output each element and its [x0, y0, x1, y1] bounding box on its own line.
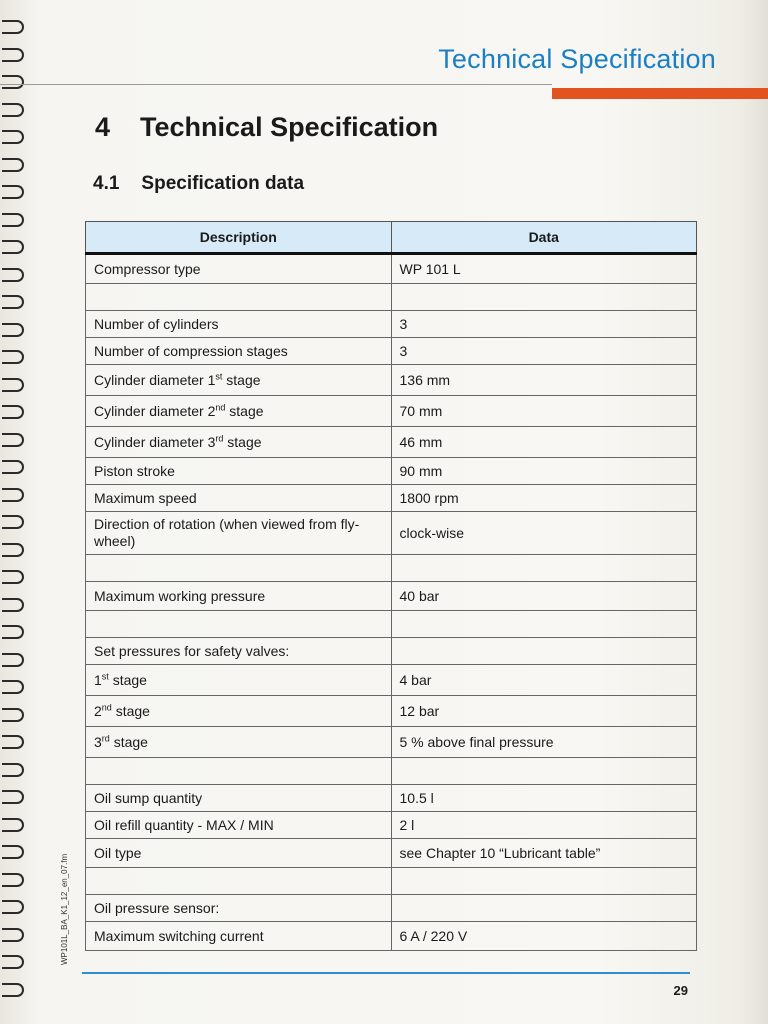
row-data: 3 — [391, 311, 697, 338]
spiral-coil — [2, 20, 24, 34]
row-data: 90 mm — [391, 458, 697, 485]
table-row — [86, 839, 697, 868]
row-description: Oil pressure sensor: — [86, 895, 392, 922]
chapter-number: 4 — [95, 112, 111, 142]
row-data: 12 bar — [391, 696, 697, 727]
row-description: 1st stage — [86, 665, 392, 696]
row-description: 2nd stage — [86, 696, 392, 727]
section-heading — [93, 173, 304, 195]
row-data: 70 mm — [391, 396, 697, 427]
spiral-coil — [2, 900, 24, 914]
table-row — [86, 696, 697, 727]
row-description: Direction of rotation (when viewed from fly-wheel) — [86, 512, 392, 555]
spiral-coil — [2, 488, 24, 502]
section-title: Specification data — [141, 173, 305, 194]
row-description: Cylinder diameter 1st stage — [86, 365, 392, 396]
chapter-title: Technical Specification — [140, 112, 439, 142]
row-data: clock-wise — [391, 512, 697, 555]
section-number: 4.1 — [93, 173, 120, 194]
row-data: 3 — [391, 338, 697, 365]
row-data: WP 101 L — [391, 254, 697, 284]
table-row — [86, 555, 697, 582]
row-data — [391, 555, 697, 582]
table-row — [86, 365, 697, 396]
table-row — [86, 727, 697, 758]
row-description: Number of cylinders — [86, 311, 392, 338]
column-header-description: Description — [86, 222, 392, 254]
spiral-coil — [2, 543, 24, 557]
row-data — [391, 758, 697, 785]
row-data: see Chapter 10 “Lubricant table” — [391, 839, 697, 868]
row-data: 10.5 l — [391, 785, 697, 812]
row-data — [391, 611, 697, 638]
table-row — [86, 922, 697, 951]
table-row — [86, 895, 697, 922]
spiral-coil — [2, 873, 24, 887]
row-data — [391, 895, 697, 922]
table-row — [86, 512, 697, 555]
row-description: Maximum speed — [86, 485, 392, 512]
row-description: Oil refill quantity - MAX / MIN — [86, 812, 392, 839]
spiral-coil — [2, 378, 24, 392]
table-row — [86, 311, 697, 338]
spiral-coil — [2, 845, 24, 859]
row-description: Compressor type — [86, 254, 392, 284]
footer-rule — [82, 972, 690, 974]
row-description: Oil sump quantity — [86, 785, 392, 812]
row-description — [86, 611, 392, 638]
table-row — [86, 611, 697, 638]
row-data: 4 bar — [391, 665, 697, 696]
file-code: WP101L_BA_K1_12_en_07.fm — [60, 853, 69, 965]
row-description — [86, 758, 392, 785]
spiral-coil — [2, 185, 24, 199]
row-description: Set pressures for safety valves: — [86, 638, 392, 665]
spiral-coil — [2, 735, 24, 749]
spiral-coil — [2, 460, 24, 474]
spiral-coil — [2, 598, 24, 612]
row-data: 1800 rpm — [391, 485, 697, 512]
spiral-coil — [2, 653, 24, 667]
spiral-coil — [2, 323, 24, 337]
spiral-coil — [2, 48, 24, 62]
column-header-data: Data — [391, 222, 697, 254]
spiral-coil — [2, 158, 24, 172]
table-row — [86, 458, 697, 485]
row-description — [86, 555, 392, 582]
row-data: 136 mm — [391, 365, 697, 396]
table-row — [86, 812, 697, 839]
page-number: 29 — [673, 983, 688, 998]
spiral-coil — [2, 75, 24, 89]
spiral-coil — [2, 240, 24, 254]
table-row — [86, 785, 697, 812]
spiral-coil — [2, 680, 24, 694]
spiral-coil — [2, 955, 24, 969]
header-rule — [0, 84, 552, 85]
table-row — [86, 338, 697, 365]
row-data: 40 bar — [391, 582, 697, 611]
row-description: Oil type — [86, 839, 392, 868]
spiral-coil — [2, 350, 24, 364]
spiral-coil — [2, 708, 24, 722]
spiral-binding — [0, 20, 26, 1020]
table-row — [86, 485, 697, 512]
table-row — [86, 396, 697, 427]
spiral-coil — [2, 433, 24, 447]
spiral-coil — [2, 625, 24, 639]
row-description: 3rd stage — [86, 727, 392, 758]
row-description — [86, 284, 392, 311]
spiral-coil — [2, 790, 24, 804]
row-data: 6 A / 220 V — [391, 922, 697, 951]
spiral-coil — [2, 268, 24, 282]
row-description: Cylinder diameter 2nd stage — [86, 396, 392, 427]
spiral-coil — [2, 928, 24, 942]
spiral-coil — [2, 213, 24, 227]
table-row — [86, 582, 697, 611]
row-description — [86, 868, 392, 895]
spiral-coil — [2, 983, 24, 997]
spiral-coil — [2, 515, 24, 529]
spiral-coil — [2, 763, 24, 777]
table-row — [86, 638, 697, 665]
table-row — [86, 284, 697, 311]
spiral-coil — [2, 405, 24, 419]
spiral-coil — [2, 103, 24, 117]
spiral-coil — [2, 295, 24, 309]
table-header-row — [86, 222, 697, 254]
spiral-coil — [2, 818, 24, 832]
table-row — [86, 427, 697, 458]
row-description: Number of compression stages — [86, 338, 392, 365]
row-description: Maximum switching current — [86, 922, 392, 951]
table-row — [86, 868, 697, 895]
spiral-coil — [2, 130, 24, 144]
row-description: Piston stroke — [86, 458, 392, 485]
spiral-coil — [2, 570, 24, 584]
row-data: 2 l — [391, 812, 697, 839]
row-description: Cylinder diameter 3rd stage — [86, 427, 392, 458]
header-accent-bar — [552, 88, 768, 99]
chapter-heading — [95, 112, 438, 143]
table-row — [86, 758, 697, 785]
table-row — [86, 665, 697, 696]
table-row — [86, 254, 697, 284]
row-data — [391, 638, 697, 665]
row-data — [391, 284, 697, 311]
row-data — [391, 868, 697, 895]
running-header-title: Technical Specification — [438, 44, 716, 74]
row-description: Maximum working pressure — [86, 582, 392, 611]
specification-table — [85, 221, 697, 951]
row-data: 5 % above final pressure — [391, 727, 697, 758]
row-data: 46 mm — [391, 427, 697, 458]
